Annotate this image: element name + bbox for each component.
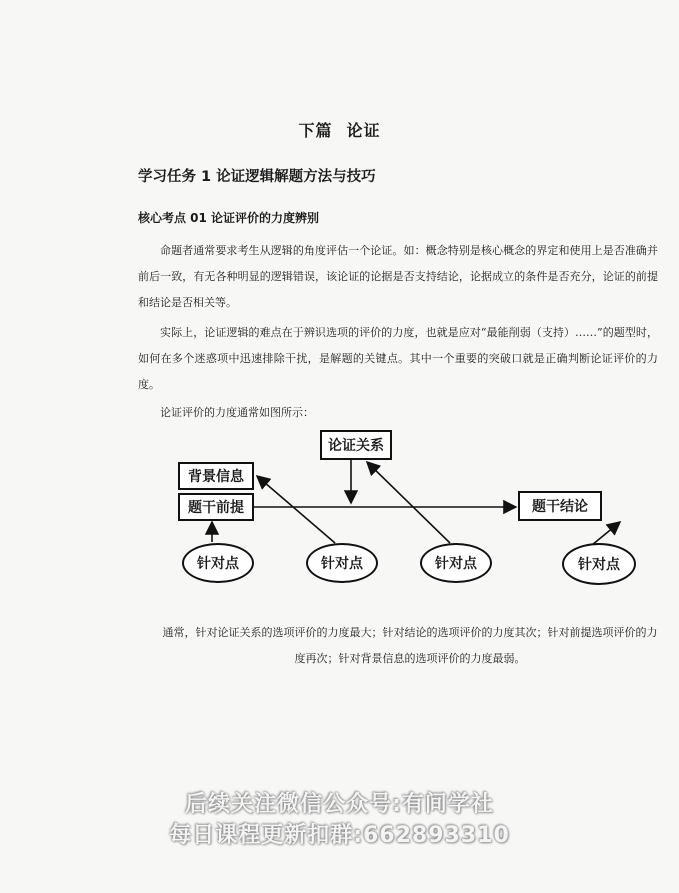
relation-box: 论证关系	[320, 430, 392, 460]
target-to-relation-arrow	[367, 462, 450, 543]
target-oval-background: 针对点	[306, 543, 378, 583]
background-box: 背景信息	[178, 462, 254, 490]
point-title: 核心考点 01 论证评价的力度辨别	[138, 211, 320, 225]
task-title: 学习任务 1 论证逻辑解题方法与技巧	[138, 169, 376, 185]
paragraph-3: 论证评价的力度通常如图所示：	[160, 406, 314, 419]
target-oval-relation: 针对点	[420, 543, 492, 583]
watermark-line-2: 每日课程更新扣群:662893310	[169, 823, 510, 848]
page-title	[0, 118, 679, 141]
argument-diagram	[150, 425, 650, 595]
target-to-background-arrow	[257, 476, 335, 543]
part-label: 下篇	[298, 121, 333, 140]
topic-label: 论证	[346, 121, 381, 140]
summary-paragraph: 通常，针对论证关系的选项评价的力度最大；针对结论的选项评价的力度其次；针对前提选项评价的力度再次；针对背景信息的选项评价的力度最弱。	[162, 626, 658, 665]
paragraph-1: 命题者通常要求考生从逻辑的角度评估一个论证。如：概念特别是核心概念的界定和使用上是否准确并前后一致，有无各种明显的逻辑错误，该论证的论据是否支持结论，论据成立的条件是否充分，论证的前提和结论是否相关等。	[138, 244, 658, 309]
target-oval-premise: 针对点	[182, 543, 254, 583]
watermark-line-1: 后续关注微信公众号:有间学社	[185, 792, 494, 817]
target-oval-conclusion: 针对点	[562, 543, 636, 585]
premise-box: 题干前提	[178, 493, 254, 521]
conclusion-box: 题干结论	[518, 491, 602, 521]
paragraph-2: 实际上，论证逻辑的难点在于辨识选项的评价的力度，也就是应对“最能削弱（支持）……”的题型时，如何在多个迷惑项中迅速排除干扰，是解题的关键点。其中一个重要的突破口就是正确判断论证评价的力度。	[138, 326, 658, 391]
target-to-conclusion-arrow	[592, 522, 620, 545]
